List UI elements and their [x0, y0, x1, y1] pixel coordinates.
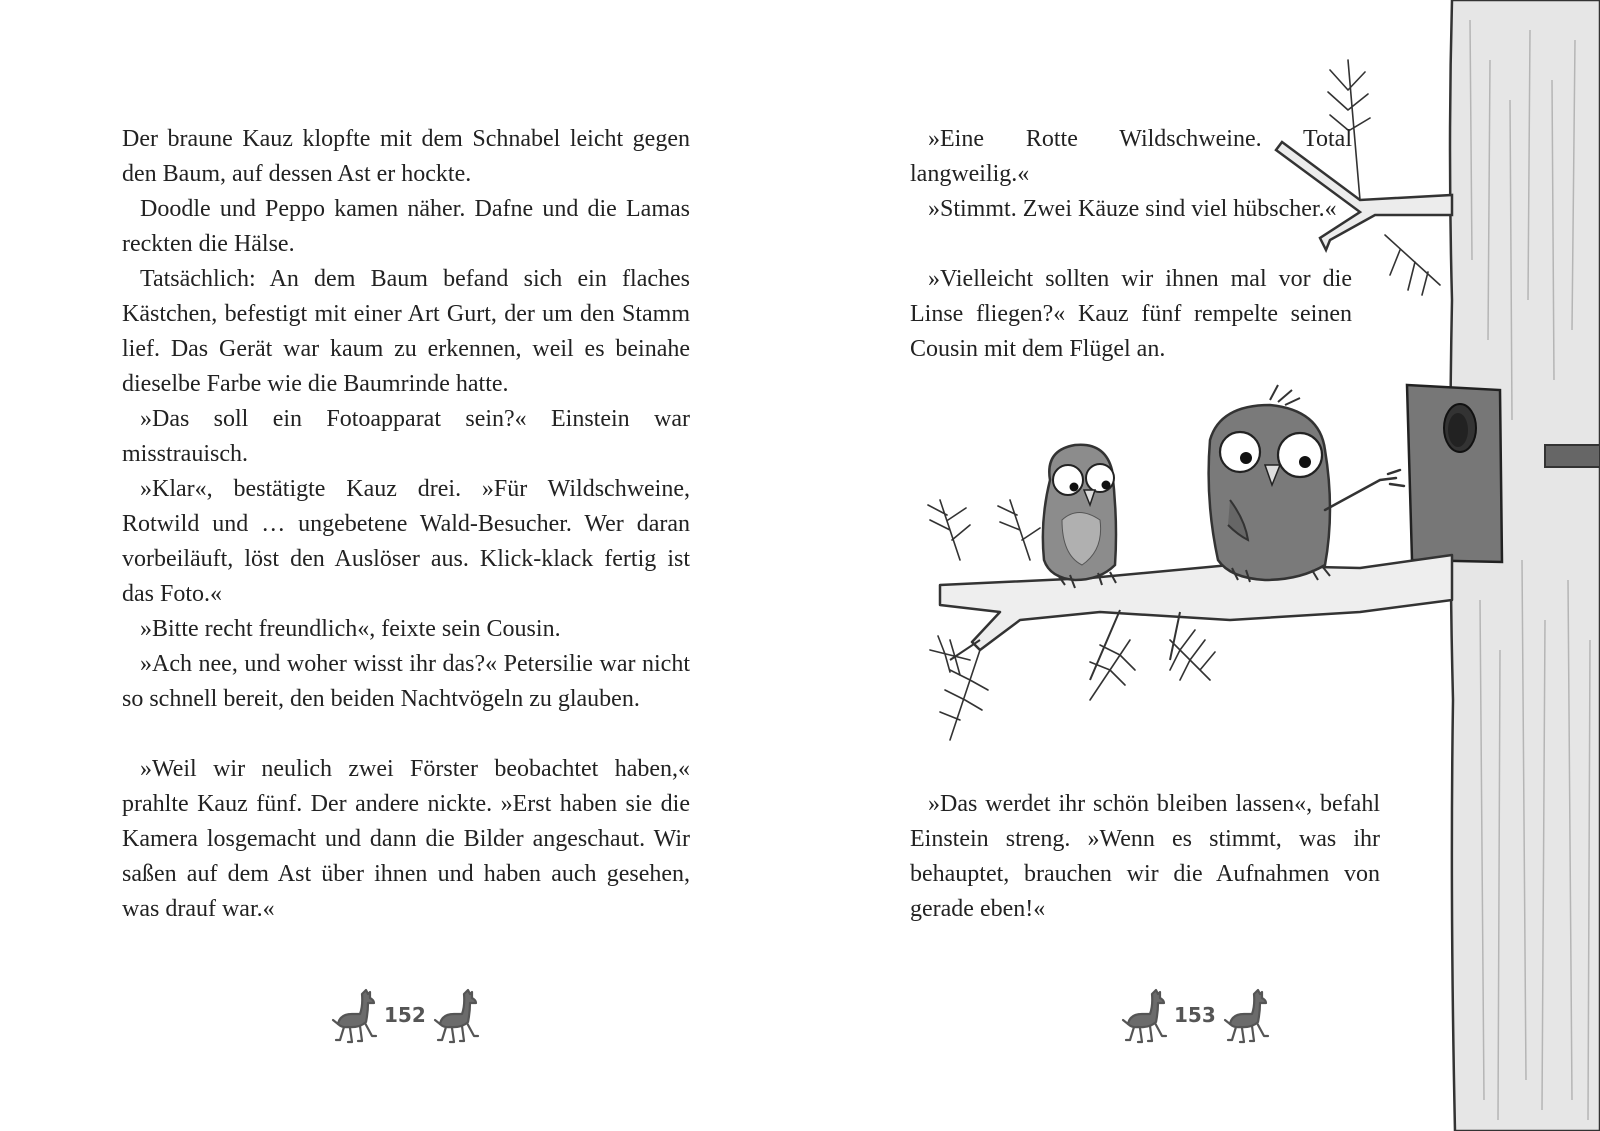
owl-right	[1209, 385, 1404, 582]
paragraph: »Vielleicht sollten wir ihnen mal vor die Linse fliegen?« Kauz fünf rempelte seinen Cousin mit dem Flügel an.	[910, 266, 1352, 362]
owl-left	[1043, 445, 1116, 588]
paragraph: »Das soll ein Fotoapparat sein?« Einstein war misstrauisch.	[122, 406, 690, 467]
paragraph: Der braune Kauz klopfte mit dem Schnabel leicht gegen den Baum, auf dessen Ast er hockte.	[122, 126, 690, 187]
llama-icon	[330, 984, 378, 1046]
main-branch	[928, 500, 1452, 740]
paragraph: »Ach nee, und woher wisst ihr das?« Petersilie war nicht so schnell bereit, den beiden Nachtvögeln zu glauben.	[122, 651, 690, 712]
paragraph: »Bitte recht freundlich«, feixte sein Cousin.	[140, 616, 561, 642]
llama-icon	[1120, 984, 1168, 1046]
llama-icon	[432, 984, 480, 1046]
paragraph: Tatsächlich: An dem Baum befand sich ein flaches Kästchen, befestigt mit einer Art Gurt, der um den Stamm lief. Das Gerät war kaum zu erkennen, weil es beinahe dieselbe Farbe wie die Baumrinde hatte.	[122, 266, 690, 397]
paragraph: Doodle und Peppo kamen näher. Dafne und die Lamas reckten die Hälse.	[122, 196, 690, 257]
tree-trunk	[1450, 0, 1600, 1131]
page-number: 152	[384, 1003, 426, 1027]
paragraph: »Stimmt. Zwei Käuze sind viel hübscher.«	[928, 196, 1337, 222]
page-folio	[330, 980, 480, 1050]
paragraph: »Eine Rotte Wildschweine. Total langweilig.«	[910, 126, 1352, 187]
llama-icon	[1222, 984, 1270, 1046]
page-folio	[1120, 980, 1270, 1050]
paragraph: »Weil wir neulich zwei Förster beobachtet haben,« prahlte Kauz fünf. Der andere nickte. »Erst haben sie die Kamera losgemacht und dann die Bilder angeschaut. Wir saßen auf dem Ast über ihnen und haben auch gesehen, was drauf war.«	[122, 756, 690, 922]
page-number: 153	[1174, 1003, 1216, 1027]
paragraph: »Das werdet ihr schön bleiben lassen«, befahl Einstein streng. »Wenn es stimmt, was ihr behauptet, brauchen wir die Aufnahmen von gerade eben!«	[910, 791, 1380, 922]
paragraph: »Klar«, bestätigte Kauz drei. »Für Wildschweine, Rotwild und … ungebetene Wald-Besucher. Wer daran vorbeiläuft, löst den Auslöser aus. Klick-klack fertig ist das Foto.«	[122, 476, 690, 607]
right-page	[800, 0, 1600, 1131]
